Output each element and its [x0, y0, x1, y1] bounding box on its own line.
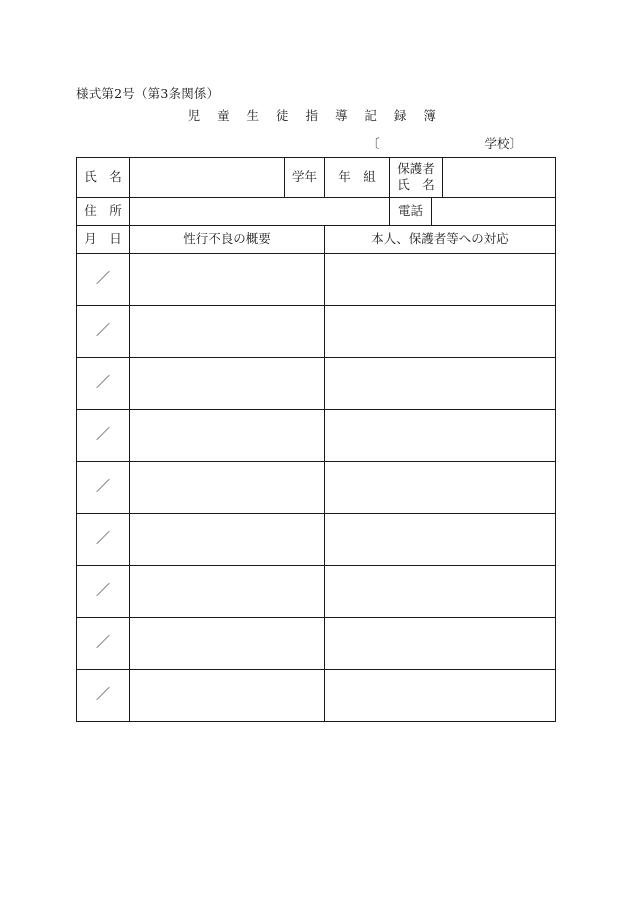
date-separator: ／: [96, 479, 110, 495]
row-divider: [76, 305, 556, 306]
class-label: 年 組: [338, 169, 376, 184]
record-table: [76, 157, 556, 722]
row-divider: [76, 513, 556, 514]
response-header: 本人、保護者等への対応: [371, 231, 509, 246]
guardian-label-line2: 氏 名: [397, 177, 435, 192]
address-field[interactable]: [130, 198, 389, 225]
guardian-label-line1: 保護者: [397, 161, 435, 176]
phone-field[interactable]: [432, 198, 555, 225]
address-label: 住 所: [84, 203, 122, 218]
row-divider-header: [76, 253, 556, 254]
row-divider: [76, 409, 556, 410]
row-divider: [76, 669, 556, 670]
date-separator: ／: [96, 635, 110, 651]
row-divider: [76, 357, 556, 358]
date-separator: ／: [96, 375, 110, 391]
date-separator: ／: [96, 687, 110, 703]
row-divider: [76, 617, 556, 618]
col-divider-response: [324, 225, 325, 722]
form-label: 様式第2号（第3条関係）: [76, 86, 220, 101]
phone-label: 電話: [397, 203, 423, 218]
date-separator: ／: [96, 583, 110, 599]
school-bracket-open: 〔: [367, 136, 380, 151]
date-separator: ／: [96, 531, 110, 547]
date-separator: ／: [96, 271, 110, 287]
grade-label: 学年: [291, 169, 317, 184]
date-separator: ／: [96, 427, 110, 443]
guardian-name-field[interactable]: [443, 158, 555, 197]
row-divider: [76, 461, 556, 462]
table-border-right: [555, 157, 556, 722]
date-header: 月 日: [84, 231, 122, 246]
table-border-bottom: [76, 721, 556, 722]
school-suffix: 学校〕: [484, 136, 522, 151]
student-name-field[interactable]: [130, 158, 284, 197]
name-label: 氏 名: [84, 169, 122, 184]
date-separator: ／: [96, 323, 110, 339]
row-divider-address: [76, 225, 556, 226]
page-title: 児 童 生 徒 指 導 記 録 簿: [187, 108, 443, 123]
summary-header: 性行不良の概要: [183, 231, 271, 246]
row-divider: [76, 565, 556, 566]
